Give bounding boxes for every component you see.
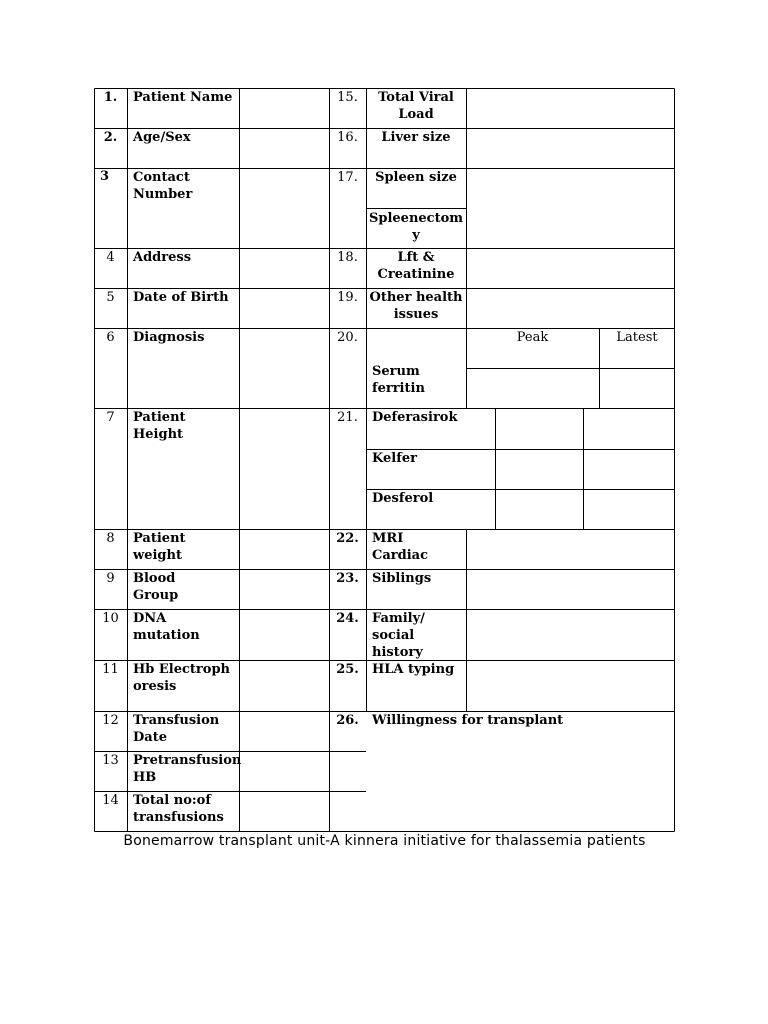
field-label-diagnosis: Diagnosis — [133, 330, 205, 345]
row-number: 9 — [106, 571, 115, 586]
row-number: 12 — [102, 713, 119, 728]
row-number: 6 — [106, 330, 115, 345]
liver-size-field[interactable] — [466, 128, 675, 168]
row-number: 15. — [337, 90, 358, 105]
siblings-field[interactable] — [466, 569, 675, 609]
other-health-issues-field[interactable] — [466, 288, 675, 328]
row-number: 25. — [336, 662, 359, 677]
row-number: 26. — [336, 713, 359, 728]
field-label-dna-mutation: DNA mutation — [133, 611, 200, 643]
row-number: 19. — [337, 290, 358, 305]
row-number: 13 — [102, 753, 119, 768]
blood-group-field[interactable] — [239, 569, 329, 609]
age-sex-field[interactable] — [239, 128, 329, 168]
field-label-contact-number: Contact Number — [133, 170, 193, 202]
row-number: 8 — [106, 531, 115, 546]
row-number: 5 — [106, 290, 115, 305]
family-social-history-field[interactable] — [466, 609, 675, 660]
transfusion-date-field[interactable] — [239, 711, 329, 751]
row-number: 17. — [337, 170, 358, 185]
row-number: 1. — [103, 90, 118, 105]
field-label-lft-creatinine: Lft & Creatinine — [377, 250, 455, 282]
field-label-willingness-for-transplant: Willingness for transplant — [372, 713, 564, 728]
field-label-hb-electrophoresis: Hb Electrophoresis — [133, 662, 230, 694]
row-number: 24. — [336, 611, 359, 626]
row-number: 4 — [106, 250, 115, 265]
row-number: 22. — [336, 531, 359, 546]
field-label-kelfer: Kelfer — [372, 451, 417, 466]
field-label-other-health-issues: Other health issues — [369, 290, 463, 322]
field-label-patient-height: Patient Height — [133, 410, 186, 442]
field-label-spleenectomy: Spleenectomy — [368, 211, 464, 243]
row-number: 7 — [106, 410, 115, 425]
field-label-age-sex: Age/Sex — [133, 130, 191, 145]
field-label-siblings: Siblings — [372, 571, 432, 586]
diagnosis-field[interactable] — [239, 328, 329, 408]
field-label-patient-name: Patient Name — [133, 90, 233, 105]
kelfer-field-2[interactable] — [583, 449, 675, 489]
spleen-size-field[interactable] — [466, 168, 675, 248]
field-label-liver-size: Liver size — [381, 130, 451, 145]
field-label-patient-weight: Patient weight — [133, 531, 186, 563]
row-number: 18. — [337, 250, 358, 265]
willingness-for-transplant-field[interactable] — [366, 735, 675, 832]
deferasirok-field-2[interactable] — [583, 408, 675, 449]
field-label-serum-ferritin: Serum ferritin — [372, 364, 425, 396]
field-label-hla-typing: HLA typing — [372, 662, 455, 677]
deferasirok-field-1[interactable] — [495, 408, 583, 449]
dna-mutation-field[interactable] — [239, 609, 329, 660]
address-field[interactable] — [239, 248, 329, 288]
ferritin-latest-header: Latest — [616, 330, 658, 345]
field-label-deferasirok: Deferasirok — [372, 410, 458, 425]
row-number: 2. — [103, 130, 118, 145]
desferol-field-1[interactable] — [495, 489, 583, 529]
footer-caption: Bonemarrow transplant unit-A kinnera initiative for thalassemia patients — [123, 833, 646, 849]
row-number: 20. — [337, 330, 358, 345]
row-number: 11 — [102, 662, 119, 677]
patient-name-field[interactable] — [239, 88, 329, 128]
pretransfusion-hb-field[interactable] — [239, 751, 329, 791]
ferritin-latest-field[interactable] — [599, 368, 675, 408]
row-number: 14 — [102, 793, 119, 808]
row-number: 3 — [100, 169, 110, 184]
mri-cardiac-field[interactable] — [466, 529, 675, 569]
field-label-total-transfusions: Total no:of transfusions — [133, 793, 224, 825]
field-label-transfusion-date: Transfusion Date — [133, 713, 220, 745]
date-of-birth-field[interactable] — [239, 288, 329, 328]
field-label-address: Address — [133, 250, 192, 265]
ferritin-peak-field[interactable] — [466, 368, 599, 408]
field-label-pretransfusion-hb: Pretransfusion HB — [133, 753, 242, 785]
total-transfusions-field[interactable] — [239, 791, 329, 832]
ferritin-peak-header: Peak — [516, 330, 549, 345]
field-label-date-of-birth: Date of Birth — [133, 290, 229, 305]
field-label-family-social-history: Family/ social history — [372, 611, 425, 660]
row-number: 21. — [337, 410, 358, 425]
field-label-desferol: Desferol — [372, 491, 434, 506]
contact-number-field[interactable] — [239, 168, 329, 248]
lft-creatinine-field[interactable] — [466, 248, 675, 288]
field-label-total-viral-load: Total Viral Load — [378, 90, 454, 122]
patient-weight-field[interactable] — [239, 529, 329, 569]
hla-typing-field[interactable] — [466, 660, 675, 711]
patient-form-table — [94, 88, 675, 832]
desferol-field-2[interactable] — [583, 489, 675, 529]
field-label-mri-cardiac: MRI Cardiac — [372, 531, 428, 563]
kelfer-field-1[interactable] — [495, 449, 583, 489]
row-number: 23. — [336, 571, 359, 586]
row-number: 10 — [102, 611, 119, 626]
field-label-spleen-size: Spleen size — [375, 170, 457, 185]
patient-height-field[interactable] — [239, 408, 329, 529]
total-viral-load-field[interactable] — [466, 88, 675, 128]
field-label-blood-group: Blood Group — [133, 571, 179, 603]
row-number: 16. — [337, 130, 358, 145]
hb-electrophoresis-field[interactable] — [239, 660, 329, 711]
